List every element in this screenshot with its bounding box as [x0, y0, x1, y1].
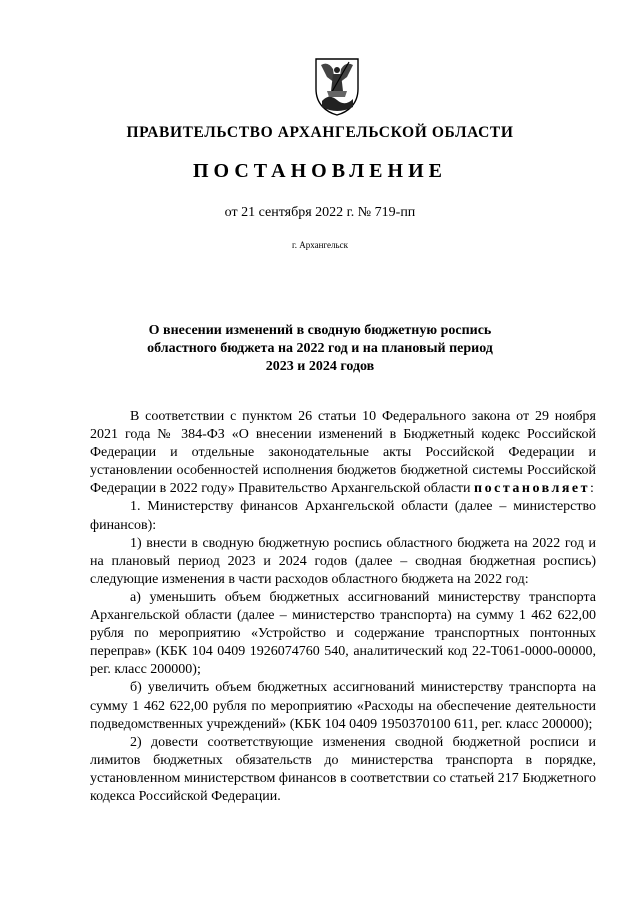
- date-and-number: от 21 сентября 2022 г. № 719-пп: [224, 205, 416, 220]
- document-type: ПОСТАНОВЛЕНИЕ: [193, 160, 447, 182]
- organization-name: ПРАВИТЕЛЬСТВО АРХАНГЕЛЬСКОЙ ОБЛАСТИ: [126, 124, 514, 141]
- document-title: [120, 322, 520, 376]
- city: г. Архангельск: [292, 240, 348, 250]
- resolves-keyword: постановляет: [474, 481, 590, 497]
- paragraph-1: 1. Министерству финансов Архангельской области (далее – министерство финансов):: [90, 499, 596, 533]
- title-line: 2023 и 2024 годов: [265, 359, 375, 374]
- title-line: О внесении изменений в сводную бюджетную роспись: [148, 323, 492, 338]
- title-line: областного бюджета на 2022 год и на плановый период: [147, 341, 493, 356]
- preamble-paragraph: [90, 408, 596, 498]
- preamble-colon: :: [590, 481, 594, 497]
- paragraph-1-1-b: б) увеличить объем бюджетных ассигнований министерству транспорта на сумму 1 462 622,00 рубля по мероприятию «Расходы на обеспечение деятельности подведомственных учреждений» (КБК 104 0409 1950370100 611, рег. класс 200000);: [90, 680, 596, 732]
- coat-of-arms-icon: [313, 57, 361, 117]
- preamble-text: В соответствии с пунктом 26 статьи 10 Федерального закона от 29 ноября 2021 года № 384-ФЗ «О внесении изменений в Бюджетный кодекс Российской Федерации и отдельные законодательные акты Российской Федерации и установлении особенностей исполнения бюджетов бюджетной системы Российской Федерации в 2022 году» Правительство Архангельской области: [90, 409, 596, 497]
- paragraph-1-1: 1) внести в сводную бюджетную роспись областного бюджета на 2022 год и на плановый период 2023 и 2024 годов (далее – сводная бюджетная роспись) следующие изменения в части расходов областного бюджета на 2022 год:: [90, 535, 596, 587]
- paragraph-1-2: 2) довести соответствующие изменения сводной бюджетной росписи и лимитов бюджетных обязательств до министерства транспорта в порядке, установленном министерством финансов в соответствии со статьей 217 Бюджетного кодекса Российской Федерации.: [90, 734, 596, 804]
- document-body: [90, 408, 596, 806]
- paragraph-1-1-a: а) уменьшить объем бюджетных ассигнований министерству транспорта Архангельской области (далее – министерство транспорта) на сумму 1 462 622,00 рубля по мероприятию «Устройство и содержание транспортных понтонных переправ» (КБК 104 0409 1926074760 540, аналитический код 22-Т061-0000-00000, рег. класс 200000);: [90, 589, 596, 678]
